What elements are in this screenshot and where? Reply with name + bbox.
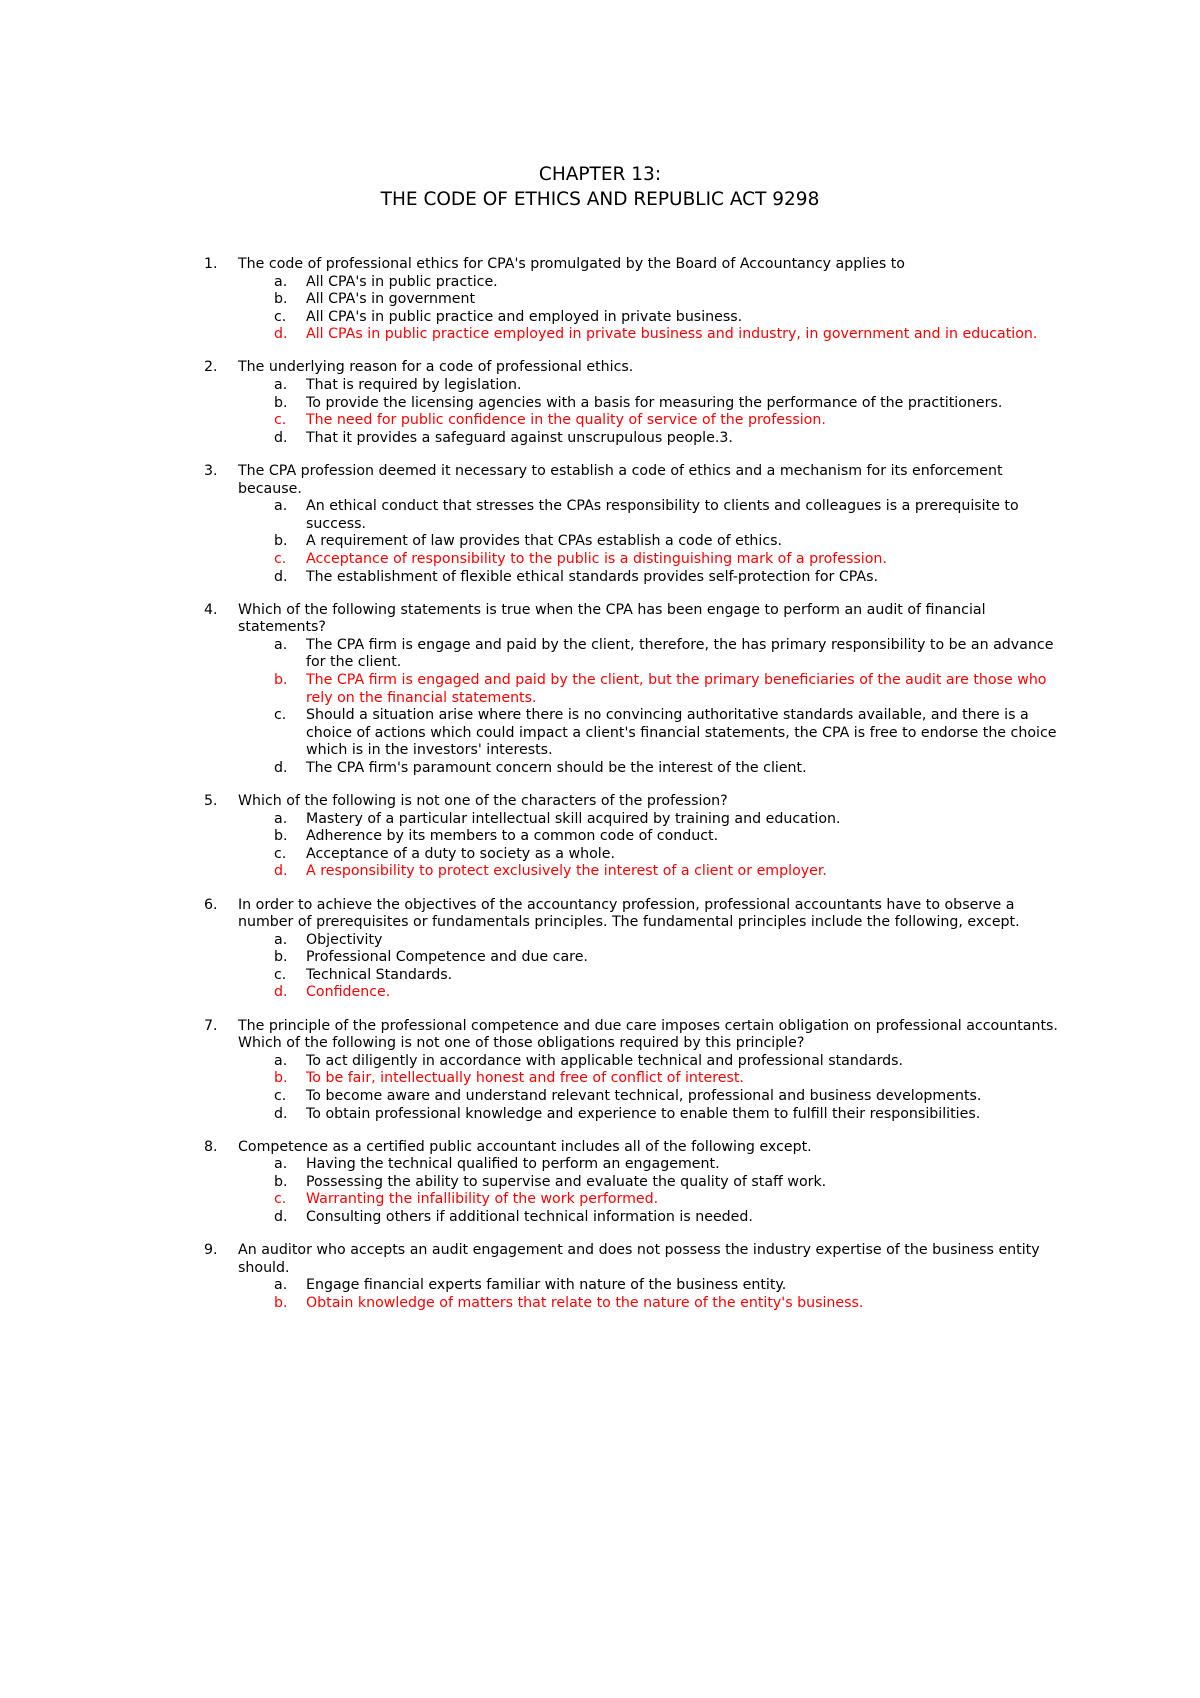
option-label: b. xyxy=(274,1294,288,1311)
option-label: a. xyxy=(274,498,288,515)
option-label: d. xyxy=(274,863,288,880)
option-text: Warranting the infallibility of the work performed. xyxy=(306,1191,659,1208)
option-b xyxy=(238,533,1064,551)
chapter-subtitle: THE CODE OF ETHICS AND REPUBLIC ACT 9298 xyxy=(380,189,820,210)
question-number: 7. xyxy=(204,1017,218,1034)
question-7 xyxy=(204,1018,1064,1124)
option-d xyxy=(238,430,1064,448)
option-label: a. xyxy=(274,931,288,948)
option-text: Technical Standards. xyxy=(306,966,453,983)
option-list xyxy=(238,498,1064,586)
option-label: b. xyxy=(274,1173,288,1190)
option-text: Having the technical qualified to perform an engagement. xyxy=(306,1156,720,1173)
question-text: The underlying reason for a code of professional ethics. xyxy=(238,359,634,376)
option-text: Mastery of a particular intellectual skill acquired by training and education. xyxy=(306,810,841,827)
option-a xyxy=(238,1277,1064,1295)
option-list xyxy=(238,1053,1064,1123)
option-text: A responsibility to protect exclusively the interest of a client or employer. xyxy=(306,863,827,880)
option-text: Acceptance of responsibility to the public is a distinguishing mark of a profession. xyxy=(306,550,887,567)
option-text: Adherence by its members to a common code of conduct. xyxy=(306,828,719,845)
question-text: Competence as a certified public accountant includes all of the following except. xyxy=(238,1138,812,1155)
chapter-title: CHAPTER 13: xyxy=(538,164,662,185)
option-list xyxy=(238,811,1064,881)
option-a xyxy=(238,498,1064,533)
option-c-answer xyxy=(238,551,1064,569)
option-text: To provide the licensing agencies with a basis for measuring the performance of the practitioners. xyxy=(306,394,1003,411)
option-label: c. xyxy=(274,1087,287,1104)
option-text: To act diligently in accordance with applicable technical and professional standards. xyxy=(306,1052,904,1069)
option-a xyxy=(238,811,1064,829)
option-label: b. xyxy=(274,828,288,845)
question-text: In order to achieve the objectives of the accountancy profession, professional accountants have to observe a number of prerequisites or fundamentals principles. The fundamental principles include the following, except. xyxy=(238,896,1020,931)
option-label: c. xyxy=(274,412,287,429)
option-text: That is required by legislation. xyxy=(306,377,522,394)
option-label: a. xyxy=(274,1277,288,1294)
option-text: Objectivity xyxy=(306,931,383,948)
option-label: b. xyxy=(274,533,288,550)
option-b-answer xyxy=(238,672,1064,707)
option-d-answer xyxy=(238,984,1064,1002)
option-b xyxy=(238,828,1064,846)
option-c xyxy=(238,309,1064,327)
option-a xyxy=(238,1053,1064,1071)
question-number: 1. xyxy=(204,256,218,272)
option-c-answer xyxy=(238,1191,1064,1209)
option-list xyxy=(238,637,1064,778)
option-c xyxy=(238,1088,1064,1106)
option-text: An ethical conduct that stresses the CPAs responsibility to clients and colleagues is a prerequisite to success. xyxy=(306,498,1019,532)
option-list xyxy=(238,1277,1064,1312)
option-b xyxy=(238,291,1064,309)
option-text: All CPA's in public practice and employed in private business. xyxy=(306,308,743,325)
option-text: That it provides a safeguard against unscrupulous people.3. xyxy=(306,429,733,446)
question-8 xyxy=(204,1139,1064,1227)
option-b xyxy=(238,395,1064,413)
question-text: Which of the following statements is true when the CPA has been engage to perform an audit of financial statements? xyxy=(238,601,986,636)
option-label: c. xyxy=(274,1191,287,1208)
question-number: 8. xyxy=(204,1138,218,1155)
option-c xyxy=(238,967,1064,985)
question-list xyxy=(204,256,1064,1328)
option-text: Confidence. xyxy=(306,984,391,1001)
option-list xyxy=(238,377,1064,447)
option-b xyxy=(238,1174,1064,1192)
option-text: All CPAs in public practice employed in private business and industry, in government and in education. xyxy=(306,326,1038,343)
option-label: b. xyxy=(274,394,288,411)
question-text: An auditor who accepts an audit engagement and does not possess the industry expertise of the business entity should. xyxy=(238,1242,1040,1276)
option-label: d. xyxy=(274,326,288,343)
option-text: Should a situation arise where there is no convincing authoritative standards available, and there is a choice of actions which could impact a client's financial statements, the CPA is free to endorse the choice which is in the investors' interests. xyxy=(306,707,1057,759)
option-text: All CPA's in government xyxy=(306,291,476,308)
option-text: A requirement of law provides that CPAs establish a code of ethics. xyxy=(306,533,783,550)
option-label: c. xyxy=(274,845,287,862)
question-number: 3. xyxy=(204,462,218,479)
option-a xyxy=(238,932,1064,950)
option-label: d. xyxy=(274,1209,288,1225)
option-text: The CPA firm is engage and paid by the client, therefore, the has primary responsibility to be an advance for the client. xyxy=(306,636,1054,671)
option-label: b. xyxy=(274,949,288,966)
option-label: c. xyxy=(274,550,287,567)
option-text: To obtain professional knowledge and experience to enable them to fulfill their responsibilities. xyxy=(306,1105,981,1122)
option-label: b. xyxy=(274,671,288,688)
option-label: a. xyxy=(274,273,288,290)
question-5 xyxy=(204,793,1064,881)
option-a xyxy=(238,637,1064,672)
option-text: The CPA firm is engaged and paid by the client, but the primary beneficiaries of the audit are those who rely on the financial statements. xyxy=(306,671,1047,706)
question-number: 9. xyxy=(204,1242,218,1259)
question-text: The CPA profession deemed it necessary to establish a code of ethics and a mechanism for its enforcement because. xyxy=(238,462,1003,497)
option-label: c. xyxy=(274,707,287,724)
option-c xyxy=(238,846,1064,864)
option-text: Acceptance of a duty to society as a whole. xyxy=(306,845,615,862)
option-label: d. xyxy=(274,429,288,446)
option-text: Obtain knowledge of matters that relate to the nature of the entity's business. xyxy=(306,1294,864,1311)
option-label: c. xyxy=(274,308,287,325)
option-b-answer xyxy=(238,1070,1064,1088)
document-header xyxy=(0,162,1200,212)
option-label: d. xyxy=(274,1105,288,1122)
option-b-answer xyxy=(238,1295,1064,1313)
question-number: 5. xyxy=(204,793,218,810)
option-d-answer xyxy=(238,326,1064,344)
option-label: a. xyxy=(274,377,288,394)
option-label: a. xyxy=(274,1052,288,1069)
option-d-answer xyxy=(238,863,1064,881)
option-list xyxy=(238,274,1064,344)
option-list xyxy=(238,1156,1064,1226)
option-b xyxy=(238,949,1064,967)
option-a xyxy=(238,1156,1064,1174)
option-text: Possessing the ability to supervise and evaluate the quality of staff work. xyxy=(306,1173,827,1190)
option-d xyxy=(238,569,1064,587)
option-label: a. xyxy=(274,636,288,653)
option-label: a. xyxy=(274,1156,288,1173)
question-3 xyxy=(204,463,1064,586)
question-number: 2. xyxy=(204,359,218,376)
option-text: Professional Competence and due care. xyxy=(306,949,588,966)
question-2 xyxy=(204,359,1064,447)
question-text: The principle of the professional competence and due care imposes certain obligation on professional accountants. Which of the following is not one of those obligations required by this principle? xyxy=(238,1017,1058,1052)
option-text: The CPA firm's paramount concern should be the interest of the client. xyxy=(306,759,807,776)
option-text: Consulting others if additional technical information is needed. xyxy=(306,1209,753,1225)
question-number: 6. xyxy=(204,896,218,913)
option-label: b. xyxy=(274,1070,288,1087)
option-label: c. xyxy=(274,966,287,983)
question-4 xyxy=(204,602,1064,778)
option-text: Engage financial experts familiar with nature of the business entity. xyxy=(306,1277,787,1294)
option-c xyxy=(238,707,1064,760)
option-label: d. xyxy=(274,759,288,776)
option-a xyxy=(238,377,1064,395)
option-text: To be fair, intellectually honest and free of conflict of interest. xyxy=(306,1070,744,1087)
question-6 xyxy=(204,897,1064,1003)
question-9 xyxy=(204,1242,1064,1312)
option-text: The establishment of flexible ethical standards provides self-protection for CPAs. xyxy=(306,568,879,585)
option-text: All CPA's in public practice. xyxy=(306,273,498,290)
option-label: d. xyxy=(274,984,288,1001)
option-a xyxy=(238,274,1064,292)
question-number: 4. xyxy=(204,601,218,618)
option-d xyxy=(238,760,1064,778)
option-label: a. xyxy=(274,810,288,827)
question-text: Which of the following is not one of the characters of the profession? xyxy=(238,793,728,810)
option-list xyxy=(238,932,1064,1002)
option-label: b. xyxy=(274,291,288,308)
option-d xyxy=(238,1106,1064,1124)
question-1 xyxy=(204,256,1064,344)
option-c-answer xyxy=(238,412,1064,430)
option-label: d. xyxy=(274,568,288,585)
option-d xyxy=(238,1209,1064,1227)
option-text: The need for public confidence in the quality of service of the profession. xyxy=(306,412,826,429)
question-text: The code of professional ethics for CPA's promulgated by the Board of Accountancy applies to xyxy=(238,256,905,272)
option-text: To become aware and understand relevant technical, professional and business developments. xyxy=(306,1087,982,1104)
